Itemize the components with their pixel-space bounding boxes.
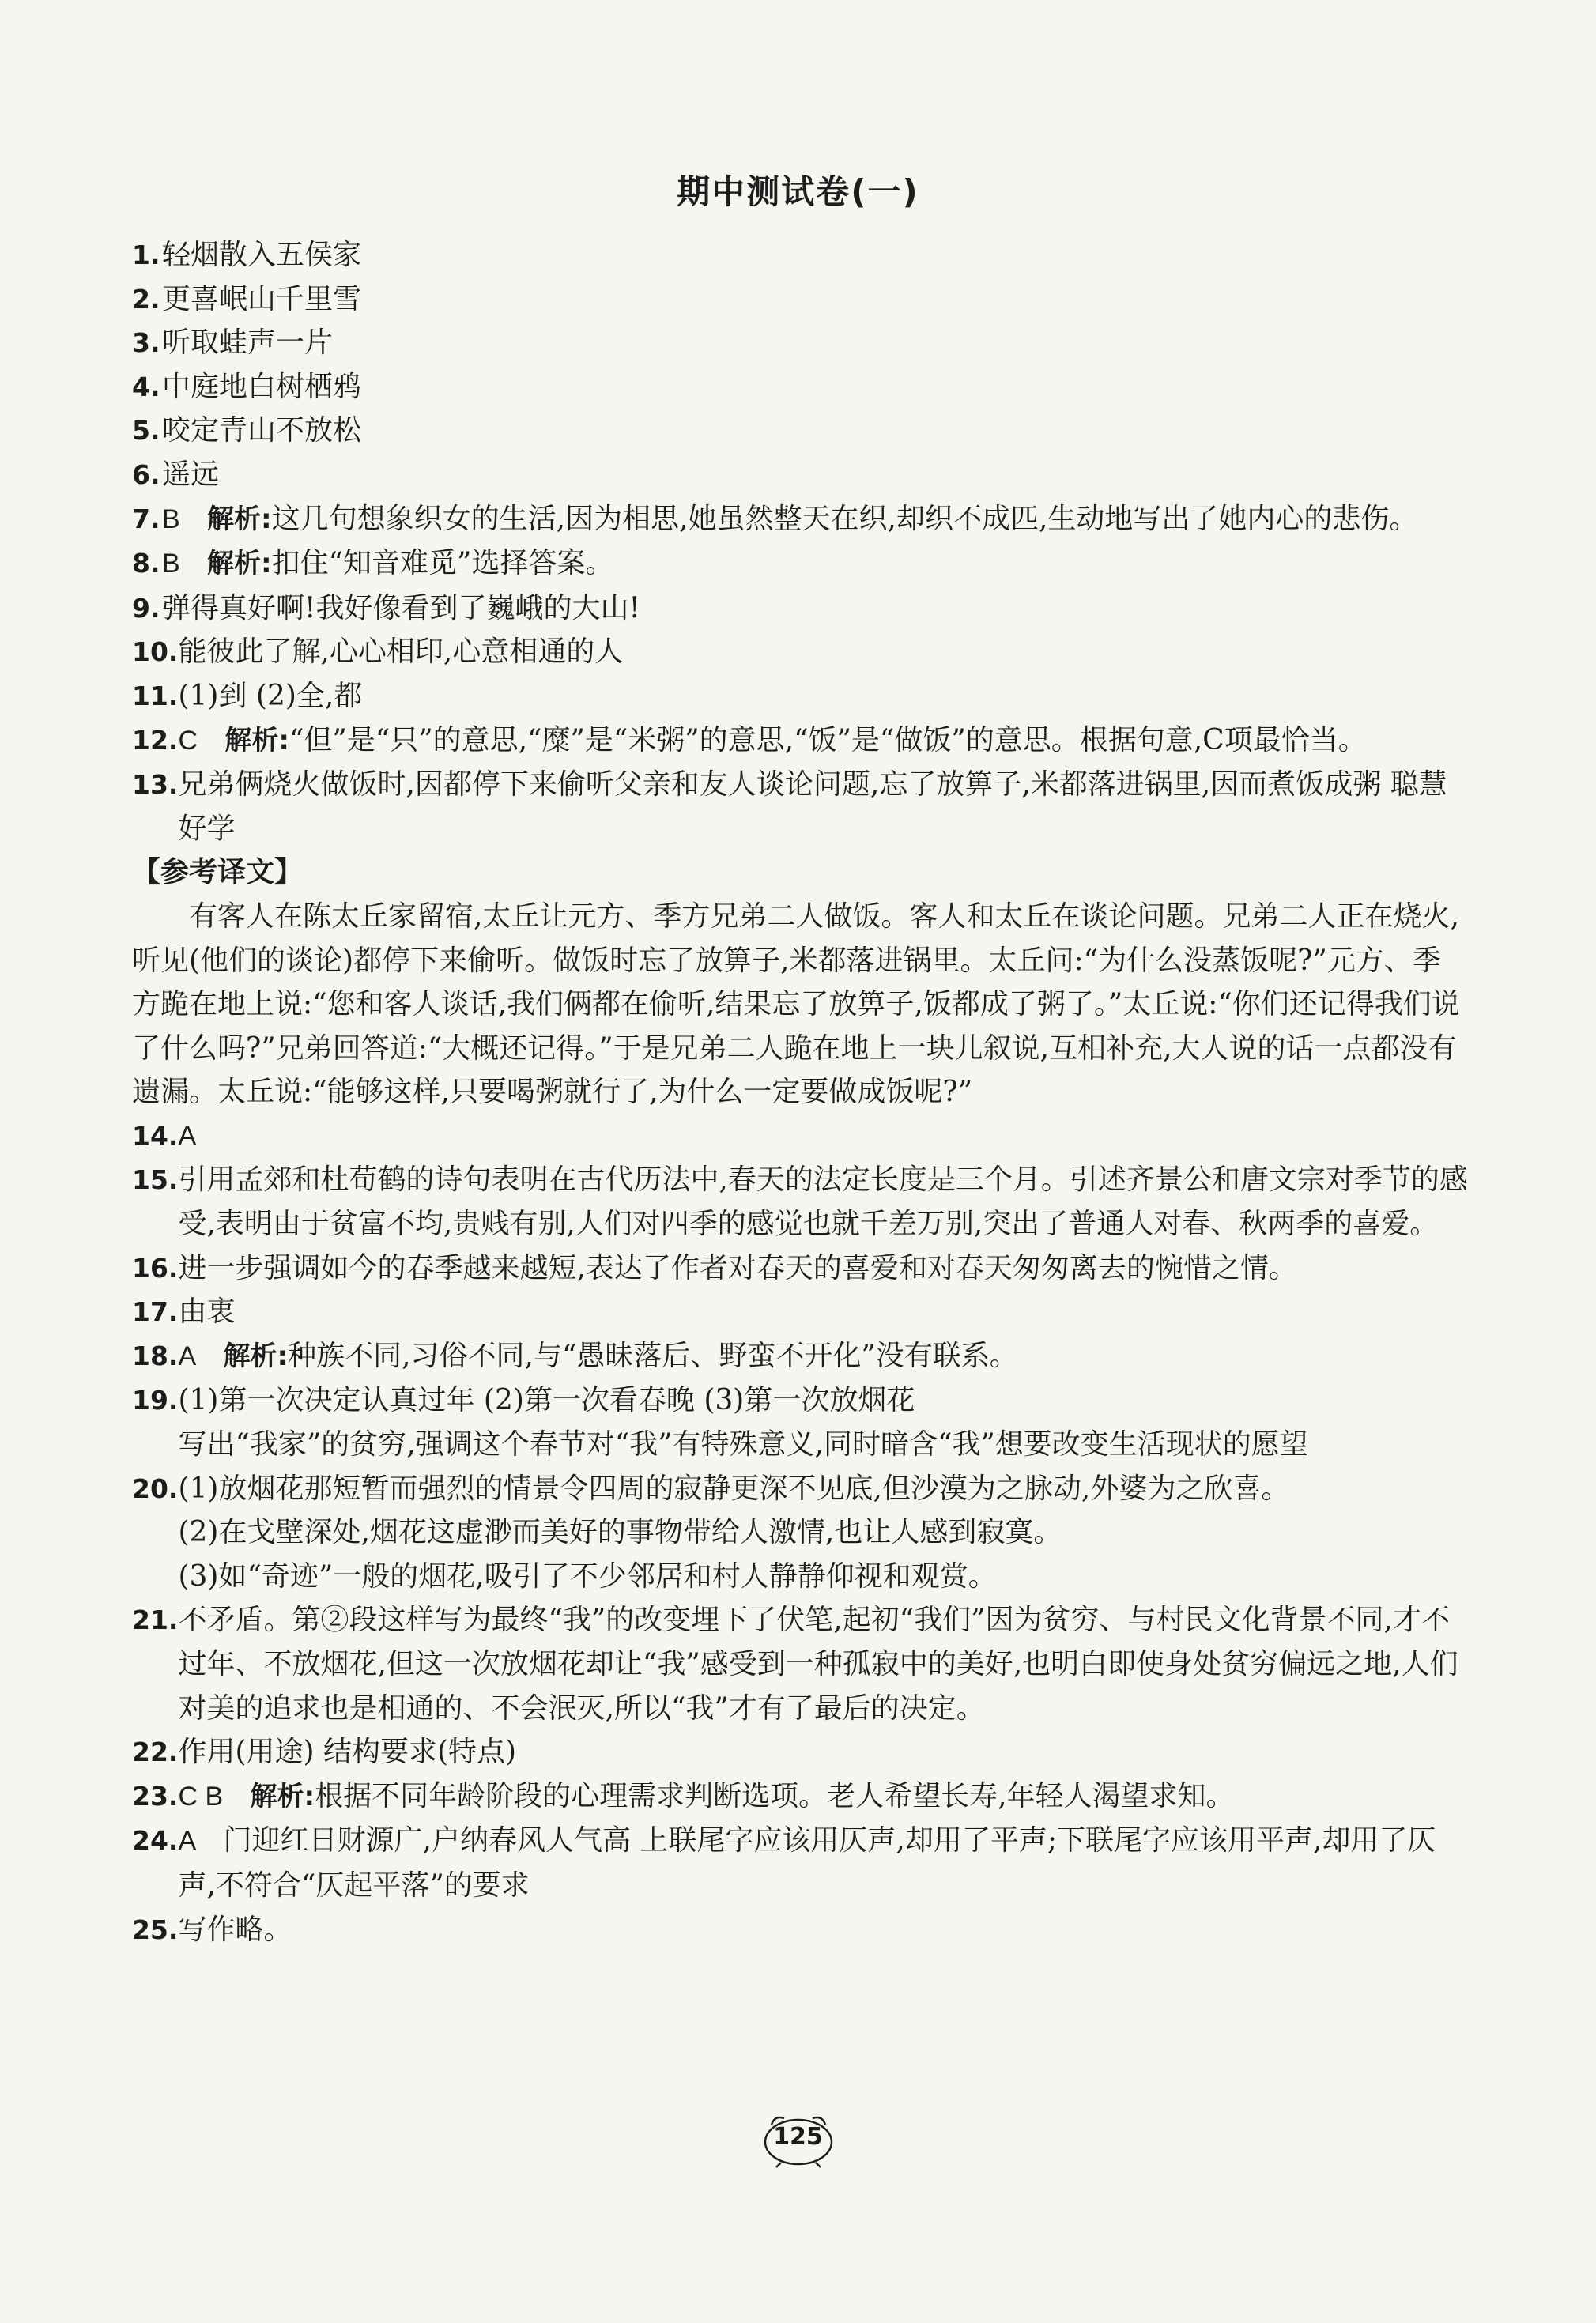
answer-item-6 [132,453,1468,497]
answer-item-9 [132,586,1468,631]
answer-option: C [178,725,198,756]
answer-item-11 [132,674,1468,718]
answer-item-18 [132,1334,1468,1379]
answer-text: 弹得真好啊!我好像看到了巍峨的大山! [162,591,640,624]
answer-number: 23. [132,1780,179,1812]
answer-number: 15. [132,1164,179,1196]
answer-option: A [178,1341,197,1371]
answer-item-5 [132,409,1468,453]
answer-option: A [178,1826,197,1857]
answer-text: 听取蛙声一片 [162,326,334,360]
answer-number: 1. [132,239,160,270]
answer-number: 3. [132,327,160,359]
analysis-text: 这几句想象织女的生活,因为相思,她虽然整天在织,却织不成匹,生动地写出了她内心的悲伤。 [271,502,1418,535]
answer-text: 作用(用途) 结构要求(特点) [178,1736,517,1769]
answer-item-22 [132,1730,1468,1774]
answer-number: 10. [132,636,179,668]
answer-option: B [162,503,180,534]
answer-text: A [178,1120,197,1151]
answer-part-2: (2)在戈壁深处,烟花这虚渺而美好的事物带给人激情,也让人感到寂寞。 [178,1516,1062,1549]
answer-number: 21. [132,1605,179,1636]
answer-text: 中庭地白树栖鸦 [162,370,362,403]
answer-option: B [162,549,180,579]
answer-item-14 [132,1114,1468,1159]
answer-item-1 [132,233,1468,277]
answer-part-1: (1)放烟花那短暂而强烈的情景令四周的寂静更深不见底,但沙漠为之脉动,外婆为之欣喜。 [178,1472,1290,1505]
answer-text: (1)第一次决定认真过年 (2)第一次看春晚 (3)第一次放烟花 [178,1384,915,1417]
answer-part-3: (3)如“奇迹”一般的烟花,吸引了不少邻居和村人静静仰视和观赏。 [178,1559,997,1593]
answer-item-21 [132,1598,1468,1730]
answer-number: 12. [132,724,179,756]
answer-number: 19. [132,1385,179,1416]
answer-item-13 [132,763,1468,850]
answer-number: 8. [132,548,160,579]
analysis-text: “但”是“只”的意思,“糜”是“米粥”的意思,“饭”是“做饭”的意思。根据句意,C项最恰当。 [289,723,1367,756]
answer-item-20 [132,1467,1468,1599]
answer-text: (1)到 (2)全,都 [178,679,363,712]
answer-number: 4. [132,371,160,402]
answer-text: 不矛盾。第②段这样写为最终“我”的改变埋下了伏笔,起初“我们”因为贫穷、与村民文化背景不同,才不过年、不放烟花,但这一次放烟花却让“我”感受到一种孤寂中的美好,也明白即使身处贫穷偏远之地,人们对美的追求也是相通的、不会泯灭,所以“我”才有了最后的决定。 [178,1604,1458,1725]
answer-item-10 [132,630,1468,674]
answer-option: C B [178,1781,224,1812]
answer-number: 6. [132,458,160,490]
page-title: 期中测试卷(一) [677,172,919,211]
answer-item-17 [132,1290,1468,1334]
analysis-text: 种族不同,习俗不同,与“愚昧落后、野蛮不开化”没有联系。 [288,1339,1018,1372]
answer-item-4 [132,365,1468,409]
page-number [0,2110,1596,2172]
answer-text: 能彼此了解,心心相印,心意相通的人 [178,635,624,669]
answer-text: 引用孟郊和杜荀鹤的诗句表明在古代历法中,春天的法定长度是三个月。引述齐景公和唐文宗对季节的感受,表明由于贫富不均,贵贱有别,人们对四季的感觉也就千差万别,突出了普通人对春、秋两季的喜爱。 [178,1163,1468,1241]
answer-item-16 [132,1246,1468,1291]
analysis-text: 扣住“知音难觅”选择答案。 [271,547,614,580]
answer-item-23 [132,1774,1468,1820]
answer-item-8 [132,541,1468,586]
answer-item-24 [132,1819,1468,1907]
answer-text: 轻烟散入五侯家 [162,239,362,271]
answer-text-continued: 写出“我家”的贫穷,强调这个春节对“我”有特殊意义,同时暗含“我”想要改变生活现状的愿望 [178,1428,1308,1461]
answer-item-2 [132,277,1468,322]
answer-list [132,233,1468,1952]
answer-number: 14. [132,1120,179,1152]
analysis-label: 解析: [207,503,272,535]
analysis-label: 解析: [224,724,289,756]
answer-number: 22. [132,1737,179,1768]
answer-number: 9. [132,592,160,624]
answer-text: 由衷 [178,1295,236,1329]
answer-text: 更喜岷山千里雪 [162,282,362,315]
answer-number: 17. [132,1296,179,1328]
answer-item-25 [132,1908,1468,1952]
answer-number: 2. [132,283,160,315]
answer-number: 11. [132,680,179,711]
analysis-text: 根据不同年龄阶段的心理需求判断选项。老人希望长寿,年轻人渴望求知。 [315,1779,1235,1812]
page-number-badge [760,2110,836,2169]
answer-number: 24. [132,1825,179,1857]
analysis-label: 解析: [223,1340,289,1372]
answer-text: 写作略。 [178,1913,292,1946]
translation-text: 有客人在陈太丘家留宿,太丘让元方、季方兄弟二人做饭。客人和太丘在谈论问题。兄弟二人正在烧火,听见(他们的谈论)都停下来偷听。做饭时忘了放箅子,米都落进锅里。太丘问:“为什么没蒸饭呢?”元方、季方跪在地上说:“您和客人谈话,我们俩都在偷听,结果忘了放箅子,饭都成了粥了。”太丘说:“你们还记得我们说了什么吗?”兄弟回答道:“大概还记得。”于是兄弟二人跪在地上一块儿叙说,互相补充,大人说的话一点都没有遗漏。太丘说:“能够这样,只要喝粥就行了,为什么一定要做成饭呢?” [132,899,1460,1109]
answer-number: 7. [132,503,160,534]
answer-item-19 [132,1378,1468,1466]
analysis-label: 解析: [207,548,272,580]
answer-text: 进一步强调如今的春季越来越短,表达了作者对春天的喜爱和对春天匆匆离去的惋惜之情。 [178,1251,1297,1284]
answer-text: 门迎红日财源广,户纳春风人气高 上联尾字应该用仄声,却用了平声;下联尾字应该用平声,却用了仄声,不符合“仄起平落”的要求 [178,1824,1436,1902]
answer-text: 遥远 [162,458,220,491]
analysis-label: 解析: [250,1780,315,1812]
answer-item-12 [132,718,1468,764]
answer-number: 20. [132,1473,179,1504]
translation-heading: 【参考译文】 [132,856,304,889]
answer-number: 18. [132,1340,179,1371]
answer-number: 16. [132,1252,179,1284]
answer-text: 兄弟俩烧火做饭时,因都停下来偷听父亲和友人谈论问题,忘了放箅子,米都落进锅里,因而煮饭成粥 聪慧好学 [178,768,1447,845]
answer-item-7 [132,497,1468,542]
answer-number: 13. [132,769,179,801]
answer-text: 咬定青山不放松 [162,414,362,447]
page-number-text: 125 [773,2123,823,2151]
answer-item-3 [132,321,1468,365]
answer-number: 25. [132,1914,179,1945]
answer-item-15 [132,1158,1468,1246]
answer-number: 5. [132,415,160,447]
